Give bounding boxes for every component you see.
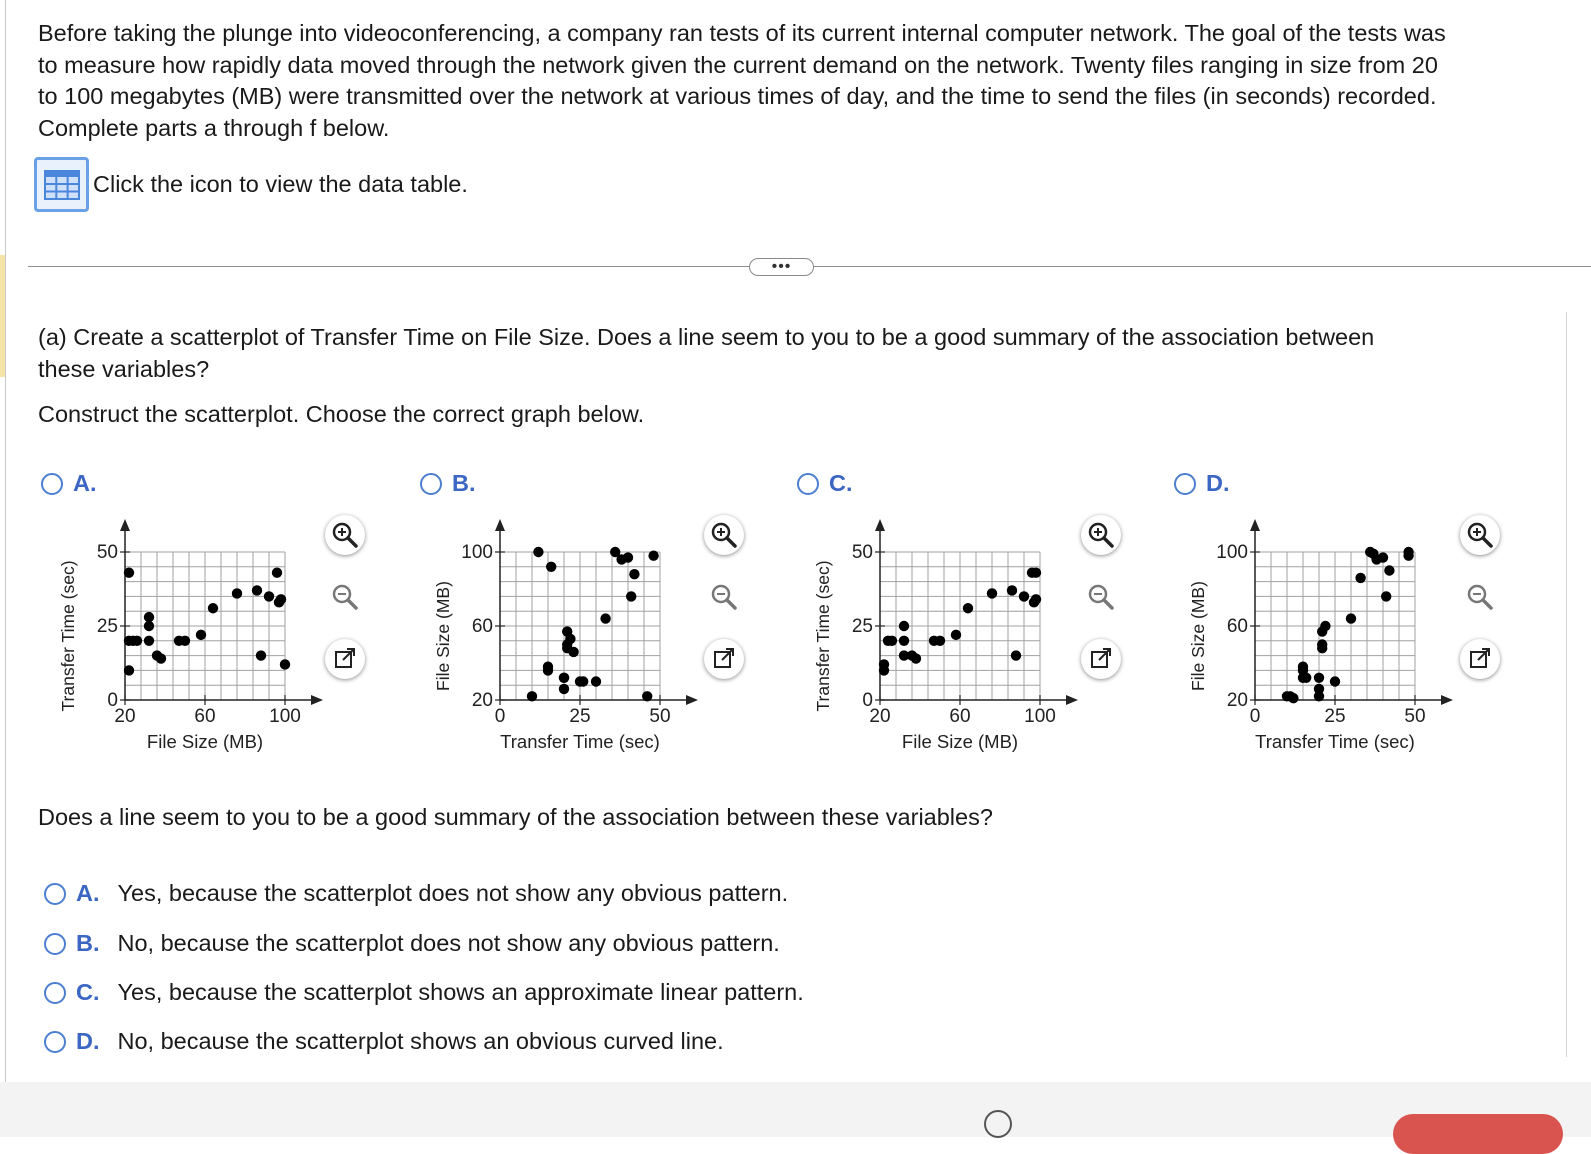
- popout-icon[interactable]: [704, 639, 744, 679]
- x-axis-arrow: [311, 695, 323, 705]
- radio-button[interactable]: [420, 473, 442, 495]
- x-axis-arrow: [1441, 695, 1453, 705]
- data-point: [911, 653, 921, 663]
- scatterplot-a-svg: [50, 512, 330, 772]
- data-point: [642, 691, 652, 701]
- zoom-in-icon[interactable]: [1081, 515, 1121, 555]
- option-letter: D.: [1206, 470, 1230, 496]
- data-point: [546, 562, 556, 572]
- line-question: Does a line seem to you to be a good summary of the association between these variables?: [38, 804, 993, 830]
- data-table-link-text[interactable]: Click the icon to view the data table.: [93, 171, 468, 197]
- zoom-in-icon[interactable]: [704, 515, 744, 555]
- question-line: (a) Create a scatterplot of Transfer Time on File Size. Does a line seem to you to be a good summary of the association between: [38, 324, 1375, 350]
- y-axis-label: Transfer Time (sec): [58, 560, 78, 712]
- data-point: [1355, 573, 1365, 583]
- y-axis-arrow: [1250, 519, 1260, 531]
- data-point: [1031, 594, 1041, 604]
- radio-button[interactable]: [797, 473, 819, 495]
- y-axis-arrow: [495, 519, 505, 531]
- radio-button[interactable]: [44, 982, 66, 1004]
- intro-text: [38, 18, 1578, 144]
- data-point: [272, 568, 282, 578]
- data-point: [232, 588, 242, 598]
- scatterplot-b: [425, 512, 705, 777]
- option-letter: A.: [73, 470, 97, 496]
- y-tick-label: 60: [471, 616, 493, 637]
- radio-button[interactable]: [1174, 473, 1196, 495]
- y-axis-label: File Size (MB): [433, 581, 453, 691]
- answer-option-d[interactable]: [44, 1028, 724, 1055]
- data-point: [144, 621, 154, 631]
- data-point: [951, 630, 961, 640]
- y-tick-label: 50: [96, 542, 118, 563]
- data-point: [1314, 691, 1324, 701]
- data-point: [1301, 673, 1311, 683]
- zoom-out-icon[interactable]: [1081, 577, 1121, 617]
- instruction-text: Construct the scatterplot. Choose the correct graph below.: [38, 401, 645, 427]
- data-point: [144, 636, 154, 646]
- right-border: [1566, 312, 1567, 1057]
- answer-text[interactable]: Yes, because the scatterplot shows an approximate linear pattern.: [117, 979, 804, 1005]
- radio-button[interactable]: [44, 933, 66, 955]
- y-tick-label: 0: [107, 690, 118, 711]
- data-point: [124, 665, 134, 675]
- data-table-link[interactable]: [34, 157, 468, 212]
- graph-b-tools: [704, 515, 744, 701]
- zoom-out-icon[interactable]: [704, 577, 744, 617]
- data-point: [276, 594, 286, 604]
- data-point: [124, 568, 134, 578]
- data-point: [899, 636, 909, 646]
- radio-button[interactable]: [41, 473, 63, 495]
- scatterplot-d-svg: [1180, 512, 1460, 772]
- popout-icon[interactable]: [1081, 639, 1121, 679]
- data-point: [256, 650, 266, 660]
- data-point: [1011, 650, 1021, 660]
- graph-a-tools: [325, 515, 365, 701]
- data-point: [559, 673, 569, 683]
- x-axis-arrow: [686, 695, 698, 705]
- data-point: [879, 665, 889, 675]
- y-tick-label: 25: [851, 616, 873, 637]
- data-point: [626, 591, 636, 601]
- data-point: [887, 636, 897, 646]
- data-point: [1317, 643, 1327, 653]
- data-point: [1330, 676, 1340, 686]
- data-point: [208, 603, 218, 613]
- intro-line: Before taking the plunge into videoconferencing, a company ran tests of its current internal computer network. The goal of the tests was: [38, 20, 1446, 46]
- data-point: [899, 621, 909, 631]
- data-point: [963, 603, 973, 613]
- data-point: [196, 630, 206, 640]
- intro-line: Complete parts a through f below.: [38, 114, 390, 141]
- intro-line: to 100 megabytes (MB) were transmitted over the network at various times of day, and the time to send the files (in seconds) recorded.: [38, 83, 1437, 109]
- intro-line: to measure how rapidly data moved through the network given the current demand on the network. Twenty files ranging in size from 20: [38, 51, 1438, 78]
- x-tick-label: 100: [1024, 706, 1056, 727]
- answer-text[interactable]: No, because the scatterplot shows an obvious curved line.: [117, 1028, 724, 1054]
- scatterplot-a: [50, 512, 330, 777]
- option-letter: C.: [829, 470, 853, 496]
- data-point: [559, 684, 569, 694]
- option-letter: B.: [452, 470, 476, 496]
- option-letter: D.: [76, 1028, 100, 1054]
- left-border: [5, 0, 6, 1082]
- scatterplot-d: [1180, 512, 1460, 777]
- table-grid-icon[interactable]: [34, 157, 89, 212]
- data-point: [623, 552, 633, 562]
- data-point: [629, 569, 639, 579]
- y-tick-label: 20: [471, 690, 493, 711]
- data-point: [533, 547, 543, 557]
- x-tick-label: 60: [949, 706, 971, 727]
- y-axis-arrow: [875, 519, 885, 531]
- data-point: [1403, 547, 1413, 557]
- y-tick-label: 20: [1226, 690, 1248, 711]
- data-point: [987, 588, 997, 598]
- data-point: [591, 676, 601, 686]
- x-tick-label: 25: [1324, 706, 1346, 727]
- answer-option-c[interactable]: [44, 979, 804, 1006]
- graph-option-c[interactable]: [797, 470, 853, 497]
- graph-option-d[interactable]: [1174, 470, 1230, 497]
- data-point: [935, 636, 945, 646]
- x-tick-label: 20: [869, 706, 891, 727]
- x-tick-label: 20: [114, 706, 136, 727]
- scatterplot-c-svg: [805, 512, 1085, 772]
- data-point: [565, 634, 575, 644]
- scatterplot-c: [805, 512, 1085, 777]
- x-tick-label: 25: [569, 706, 591, 727]
- part-a-question: [38, 322, 1374, 385]
- data-point: [156, 653, 166, 663]
- y-axis-arrow: [120, 519, 130, 531]
- y-axis-label: Transfer Time (sec): [813, 560, 833, 712]
- radio-button[interactable]: [44, 883, 66, 905]
- data-point: [1314, 673, 1324, 683]
- x-tick-label: 60: [194, 706, 216, 727]
- x-tick-label: 0: [494, 706, 506, 727]
- answer-option-a[interactable]: [44, 880, 788, 907]
- zoom-in-icon[interactable]: [1460, 515, 1500, 555]
- data-point: [1298, 662, 1308, 672]
- help-icon[interactable]: [984, 1110, 1012, 1138]
- y-axis-label: File Size (MB): [1188, 581, 1208, 691]
- data-point: [1320, 621, 1330, 631]
- question-line: these variables?: [38, 355, 210, 382]
- zoom-out-icon[interactable]: [1460, 577, 1500, 617]
- data-point: [144, 612, 154, 622]
- data-point: [600, 613, 610, 623]
- data-point: [264, 591, 274, 601]
- graph-d-tools: [1460, 515, 1500, 701]
- answer-text[interactable]: Yes, because the scatterplot does not show any obvious pattern.: [117, 880, 789, 906]
- x-axis-arrow: [1066, 695, 1078, 705]
- data-point: [1381, 591, 1391, 601]
- data-point: [1019, 591, 1029, 601]
- data-point: [543, 662, 553, 672]
- answer-text[interactable]: No, because the scatterplot does not show any obvious pattern.: [117, 930, 780, 956]
- x-tick-label: 50: [649, 706, 671, 727]
- data-point: [1007, 585, 1017, 595]
- data-point: [1378, 552, 1388, 562]
- data-point: [280, 659, 290, 669]
- data-point: [527, 691, 537, 701]
- y-tick-label: 25: [96, 616, 118, 637]
- more-button[interactable]: •••: [749, 258, 814, 276]
- popout-icon[interactable]: [325, 639, 365, 679]
- x-tick-label: 100: [269, 706, 301, 727]
- y-tick-label: 60: [1226, 616, 1248, 637]
- graph-option-b[interactable]: [420, 470, 476, 497]
- popout-icon[interactable]: [1460, 639, 1500, 679]
- x-axis-label: Transfer Time (sec): [1255, 731, 1415, 752]
- data-point: [180, 636, 190, 646]
- option-letter: C.: [76, 979, 100, 1005]
- data-point: [578, 676, 588, 686]
- zoom-in-icon[interactable]: [325, 515, 365, 555]
- radio-button[interactable]: [44, 1031, 66, 1053]
- data-point: [1288, 693, 1298, 703]
- data-point: [1031, 568, 1041, 578]
- data-point: [132, 636, 142, 646]
- option-letter: B.: [76, 930, 100, 956]
- data-point: [648, 551, 658, 561]
- answer-option-b[interactable]: [44, 930, 780, 957]
- x-tick-label: 0: [1249, 706, 1261, 727]
- data-point: [1346, 613, 1356, 623]
- scatterplot-b-svg: [425, 512, 705, 772]
- graph-c-tools: [1081, 515, 1121, 701]
- x-axis-label: File Size (MB): [901, 731, 1019, 752]
- y-tick-label: 50: [851, 542, 873, 563]
- data-point: [252, 585, 262, 595]
- left-marker: [0, 255, 5, 377]
- zoom-out-icon[interactable]: [325, 577, 365, 617]
- data-point: [568, 647, 578, 657]
- y-tick-label: 100: [1216, 542, 1248, 563]
- x-tick-label: 50: [1404, 706, 1426, 727]
- graph-option-a[interactable]: [41, 470, 97, 497]
- x-axis-label: File Size (MB): [146, 731, 264, 752]
- y-tick-label: 0: [862, 690, 873, 711]
- y-tick-label: 100: [461, 542, 493, 563]
- footer-bar: [0, 1082, 1591, 1137]
- option-letter: A.: [76, 880, 100, 906]
- x-axis-label: Transfer Time (sec): [500, 731, 660, 752]
- footer-action-button[interactable]: [1393, 1114, 1563, 1154]
- data-point: [1384, 565, 1394, 575]
